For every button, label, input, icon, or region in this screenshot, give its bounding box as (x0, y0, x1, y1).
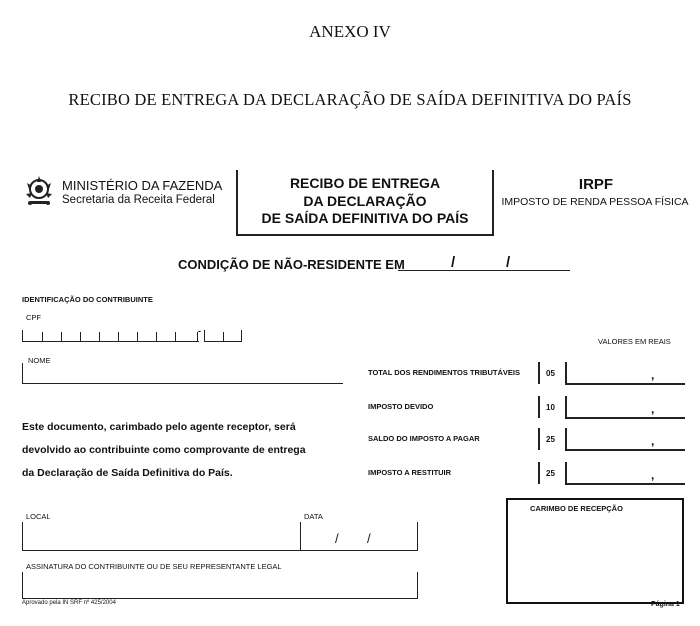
cpf-label: CPF (26, 313, 41, 322)
republic-coat-of-arms-icon (22, 174, 56, 208)
value-row-label: SALDO DO IMPOSTO A PAGAR (368, 434, 480, 443)
signature-label: ASSINATURA DO CONTRIBUINTE OU DE SEU REPRESENTANTE LEGAL (26, 562, 282, 571)
non-resident-condition-label: CONDIÇÃO DE NÃO-RESIDENTE EM (178, 257, 405, 272)
cpf-digits-field[interactable] (22, 330, 199, 342)
approval-note: Aprovado pela IN SRF nº 425/2004 (22, 600, 116, 606)
name-label: NOME (28, 356, 51, 365)
receipt-title-line-1: RECIBO DE ENTREGA (289, 175, 441, 191)
value-row-code: 25 (546, 469, 555, 478)
reception-stamp-label: CARIMBO DE RECEPÇÃO (530, 504, 623, 513)
tax-refund-input[interactable] (566, 462, 684, 483)
value-row-code: 05 (546, 369, 555, 378)
date-slash-1: / (451, 254, 456, 271)
name-field[interactable] (22, 363, 343, 384)
condition-date-field[interactable] (398, 270, 570, 271)
tax-balance-input[interactable] (566, 428, 684, 449)
receipt-title-line-2: DA DECLARAÇÃO (303, 193, 427, 209)
ministry-name: MINISTÉRIO DA FAZENDA (62, 178, 223, 193)
date-label: DATA (304, 512, 323, 521)
identification-section-label: IDENTIFICAÇÃO DO CONTRIBUINTE (22, 295, 153, 304)
value-row-decimal: , (651, 402, 655, 416)
notice-line-1: Este documento, carimbado pelo agente receptor, será (22, 421, 296, 433)
local-label: LOCAL (26, 512, 51, 521)
values-header: VALORES EM REAIS (598, 337, 671, 346)
value-row-decimal: , (651, 468, 655, 482)
receipt-title-box (236, 170, 494, 236)
value-row-label: TOTAL DOS RENDIMENTOS TRIBUTÁVEIS (368, 368, 520, 377)
ministry-block (62, 178, 222, 208)
notice-text (22, 416, 352, 485)
value-row-decimal: , (651, 368, 655, 382)
notice-line-2: devolvido ao contribuinte como comprovante de entrega (22, 444, 306, 456)
irpf-label: IRPF (578, 176, 614, 193)
value-row-label: IMPOSTO A RESTITUIR (368, 468, 452, 477)
date-slash-a: / (335, 531, 339, 546)
irpf-subtitle: IMPOSTO DE RENDA PESSOA FÍSICA (501, 196, 689, 208)
cpf-separator: - (198, 326, 201, 336)
value-row-code: 10 (546, 403, 555, 412)
value-row-label: IMPOSTO DEVIDO (368, 402, 434, 411)
signature-field[interactable] (22, 572, 418, 599)
document-title: RECIBO DE ENTREGA DA DECLARAÇÃO DE SAÍDA DEFINITIVA DO PAÍS (68, 90, 632, 109)
page-number: Página 1 (651, 601, 680, 608)
receipt-title-line-3: DE SAÍDA DEFINITIVA DO PAÍS (261, 210, 469, 226)
tax-due-input[interactable] (566, 396, 684, 417)
reception-stamp-box (506, 498, 684, 604)
value-row-decimal: , (651, 434, 655, 448)
date-field[interactable] (300, 522, 418, 551)
annex-label: ANEXO IV (309, 22, 391, 41)
value-row-code: 25 (546, 435, 555, 444)
cpf-check-digits-field[interactable] (204, 330, 242, 342)
secretariat-name: Secretaria da Receita Federal (62, 194, 215, 206)
notice-line-3: da Declaração de Saída Definitiva do País. (22, 467, 233, 479)
date-slash-2: / (506, 254, 511, 271)
total-income-input[interactable] (566, 362, 684, 383)
date-slash-b: / (367, 531, 371, 546)
local-field[interactable] (22, 522, 301, 551)
